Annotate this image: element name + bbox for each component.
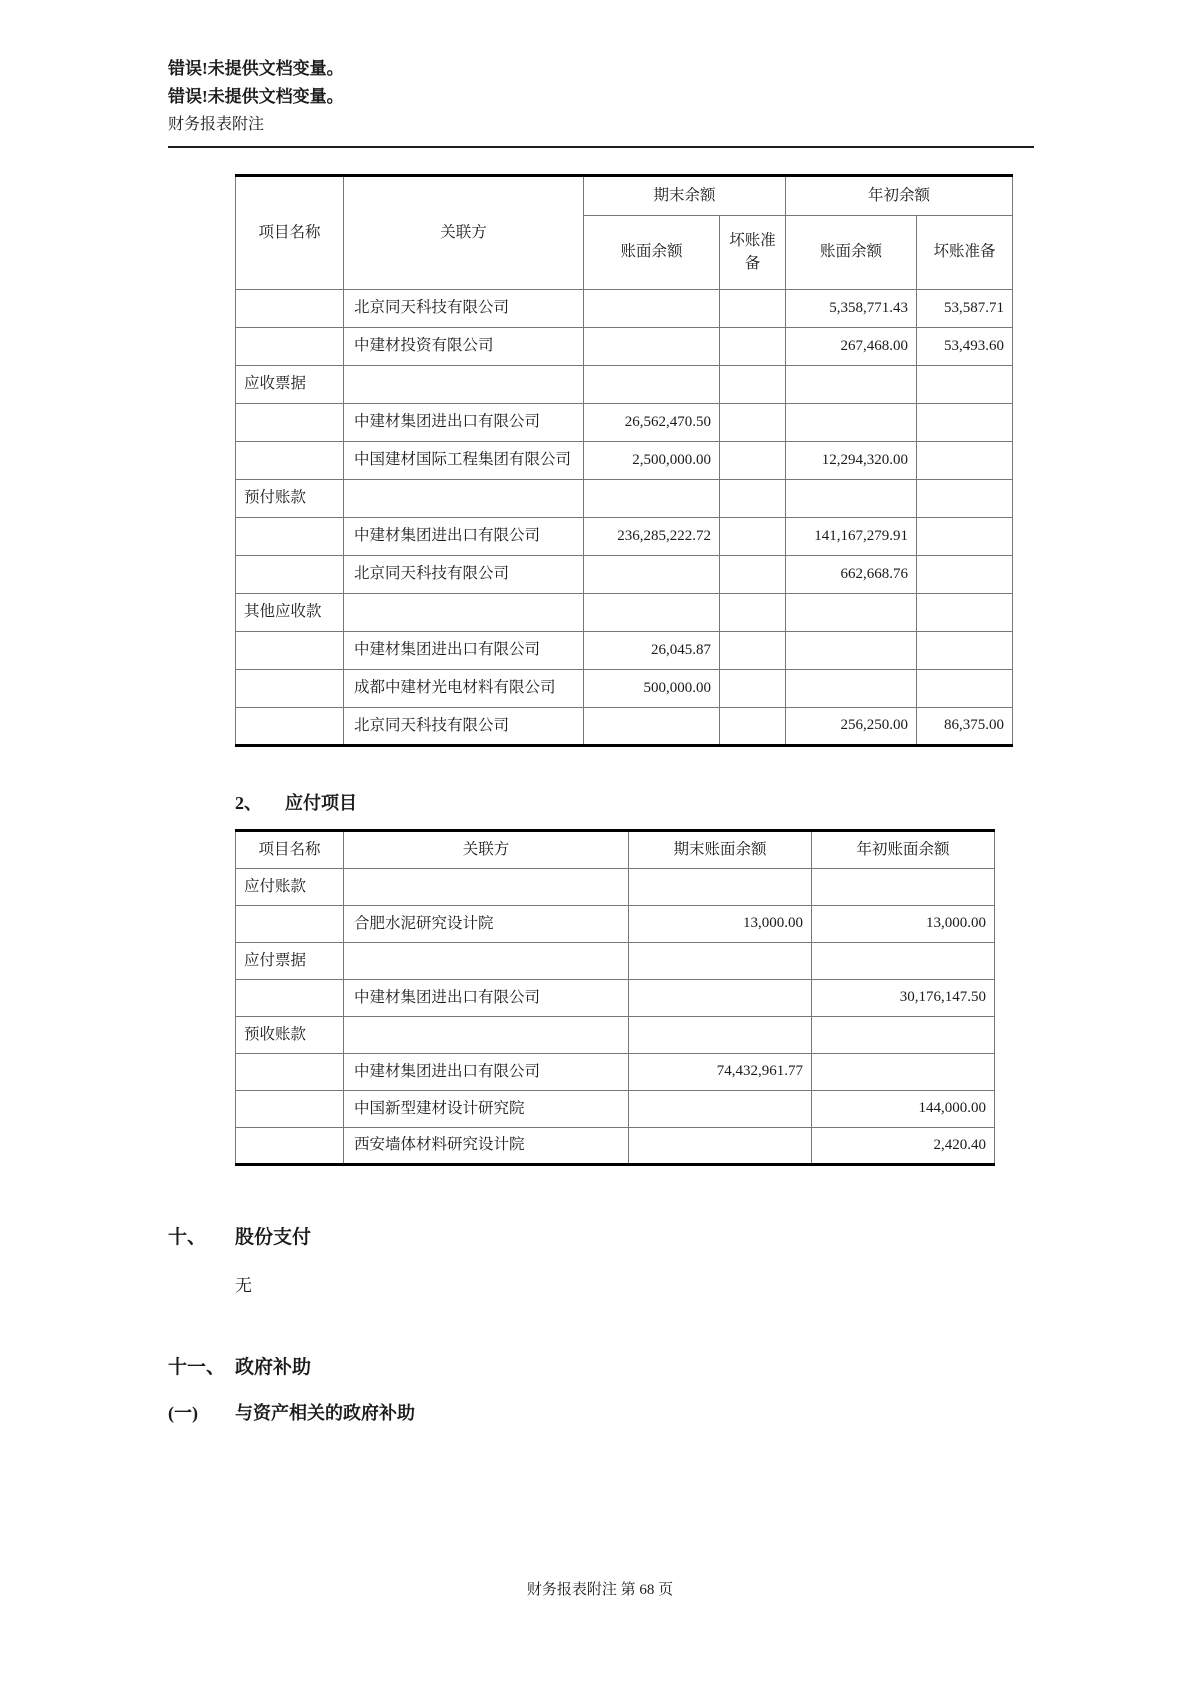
beginning-book-balance-cell [812, 1017, 995, 1054]
ending-book-balance-cell: 26,562,470.50 [584, 404, 720, 442]
table-row [236, 556, 1013, 594]
beginning-bad-debt-cell: 53,587.71 [917, 290, 1013, 328]
ending-book-balance-cell: 236,285,222.72 [584, 518, 720, 556]
item-name-cell [236, 518, 344, 556]
asset-subsidy-heading [168, 1399, 1034, 1425]
section-title: 政府补助 [235, 1357, 312, 1378]
beginning-book-balance-cell: 141,167,279.91 [786, 518, 917, 556]
ending-book-balance-cell [584, 594, 720, 632]
item-name-cell [236, 708, 344, 746]
table-row [236, 366, 1013, 404]
related-party-cell: 中国建材国际工程集团有限公司 [344, 442, 584, 480]
related-party-cell: 西安墙体材料研究设计院 [344, 1128, 629, 1165]
ending-bad-debt-cell [720, 442, 786, 480]
beginning-bad-debt-cell [917, 518, 1013, 556]
beginning-bad-debt-cell [917, 366, 1013, 404]
beginning-book-balance-cell [812, 943, 995, 980]
ending-bad-debt-cell [720, 328, 786, 366]
beginning-book-balance-cell: 13,000.00 [812, 906, 995, 943]
item-name-cell [236, 1128, 344, 1165]
ending-book-balance-cell: 500,000.00 [584, 670, 720, 708]
table-row [236, 670, 1013, 708]
beginning-book-balance-cell: 256,250.00 [786, 708, 917, 746]
related-party-cell: 中建材集团进出口有限公司 [344, 632, 584, 670]
ending-bad-debt-cell [720, 480, 786, 518]
payables-table-body [236, 869, 995, 1165]
receivables-table-body [236, 290, 1013, 746]
related-party-cell: 北京同天科技有限公司 [344, 708, 584, 746]
header-rule [168, 146, 1034, 148]
beginning-bad-debt-cell [917, 556, 1013, 594]
related-party-cell: 合肥水泥研究设计院 [344, 906, 629, 943]
item-name-cell: 其他应收款 [236, 594, 344, 632]
ending-bad-debt-cell [720, 518, 786, 556]
beginning-bad-debt-cell: 53,493.60 [917, 328, 1013, 366]
beginning-book-balance-cell: 144,000.00 [812, 1091, 995, 1128]
ending-book-balance-cell [629, 980, 812, 1017]
beginning-book-balance-cell [786, 632, 917, 670]
beginning-book-balance-cell: 2,420.40 [812, 1128, 995, 1165]
ending-bad-debt-cell [720, 404, 786, 442]
beginning-book-balance-cell [786, 594, 917, 632]
ending-book-balance-cell: 13,000.00 [629, 906, 812, 943]
column-header-related-party: 关联方 [344, 831, 629, 869]
beginning-book-balance-cell [786, 670, 917, 708]
item-name-cell [236, 670, 344, 708]
table-row [236, 943, 995, 980]
ending-bad-debt-cell [720, 708, 786, 746]
item-name-cell: 预收账款 [236, 1017, 344, 1054]
ending-book-balance-cell [629, 943, 812, 980]
ending-bad-debt-cell [720, 594, 786, 632]
table-row [236, 906, 995, 943]
ending-book-balance-cell [584, 366, 720, 404]
related-party-cell: 中建材集团进出口有限公司 [344, 1054, 629, 1091]
table-row [236, 1128, 995, 1165]
beginning-bad-debt-cell [917, 670, 1013, 708]
table-row [236, 594, 1013, 632]
page-footer: 财务报表附注 第 68 页 [526, 1582, 674, 1598]
beginning-bad-debt-cell [917, 480, 1013, 518]
table-row [236, 290, 1013, 328]
ending-book-balance-cell [629, 1017, 812, 1054]
column-group-ending-balance: 期末余额 [584, 176, 786, 216]
header-line-2: 错误!未提供文档变量。 [168, 87, 344, 106]
beginning-book-balance-cell: 30,176,147.50 [812, 980, 995, 1017]
related-party-payables-table [235, 829, 995, 1166]
beginning-book-balance-cell [786, 366, 917, 404]
item-name-cell [236, 980, 344, 1017]
item-name-cell: 预付账款 [236, 480, 344, 518]
item-name-cell [236, 906, 344, 943]
item-name-cell [236, 404, 344, 442]
ending-book-balance-cell: 26,045.87 [584, 632, 720, 670]
header-line-1: 错误!未提供文档变量。 [168, 59, 344, 78]
section-number: (一) [168, 1403, 198, 1423]
section-title: 与资产相关的政府补助 [235, 1403, 415, 1423]
related-party-cell [344, 943, 629, 980]
table-row [236, 404, 1013, 442]
column-header-ending-book-balance: 期末账面余额 [629, 831, 812, 869]
header-line-3: 财务报表附注 [168, 116, 265, 133]
ending-book-balance-cell: 2,500,000.00 [584, 442, 720, 480]
beginning-bad-debt-cell [917, 632, 1013, 670]
related-party-cell [344, 594, 584, 632]
table-row [236, 1054, 995, 1091]
column-header-beginning-book-balance: 账面余额 [786, 216, 917, 290]
ending-bad-debt-cell [720, 556, 786, 594]
item-name-cell [236, 442, 344, 480]
share-payment-heading [168, 1222, 1034, 1249]
beginning-bad-debt-cell [917, 442, 1013, 480]
beginning-book-balance-cell [812, 1054, 995, 1091]
ending-book-balance-cell [629, 1128, 812, 1165]
beginning-book-balance-cell [786, 404, 917, 442]
table-row [236, 980, 995, 1017]
table-row [236, 632, 1013, 670]
table-row [236, 1017, 995, 1054]
ending-book-balance-cell [584, 328, 720, 366]
related-party-cell [344, 869, 629, 906]
item-name-cell [236, 1054, 344, 1091]
table-header-row [236, 176, 1013, 216]
table-row [236, 869, 995, 906]
related-party-cell: 北京同天科技有限公司 [344, 556, 584, 594]
related-party-cell [344, 366, 584, 404]
beginning-book-balance-cell [812, 869, 995, 906]
related-party-cell: 中建材集团进出口有限公司 [344, 404, 584, 442]
ending-book-balance-cell [584, 708, 720, 746]
item-name-cell [236, 1091, 344, 1128]
column-header-ending-bad-debt: 坏账准备 [720, 216, 786, 290]
payables-table-header [236, 831, 995, 869]
related-party-cell: 中建材投资有限公司 [344, 328, 584, 366]
beginning-book-balance-cell: 12,294,320.00 [786, 442, 917, 480]
beginning-book-balance-cell: 267,468.00 [786, 328, 917, 366]
government-subsidy-heading [168, 1352, 1034, 1379]
item-name-cell: 应付账款 [236, 869, 344, 906]
table-row [236, 518, 1013, 556]
related-party-receivables-table [235, 174, 1013, 747]
ending-book-balance-cell [584, 556, 720, 594]
section-number: 十一、 [168, 1357, 226, 1378]
item-name-cell [236, 556, 344, 594]
column-header-item-name: 项目名称 [236, 831, 344, 869]
related-party-cell [344, 1017, 629, 1054]
payables-section-heading [235, 789, 1034, 815]
beginning-book-balance-cell [786, 480, 917, 518]
beginning-bad-debt-cell [917, 404, 1013, 442]
share-payment-body: 无 [235, 1276, 252, 1295]
section-title: 应付项目 [285, 793, 357, 813]
section-title: 股份支付 [235, 1227, 312, 1248]
column-group-beginning-balance: 年初余额 [786, 176, 1013, 216]
related-party-cell: 中国新型建材设计研究院 [344, 1091, 629, 1128]
beginning-bad-debt-cell: 86,375.00 [917, 708, 1013, 746]
item-name-cell: 应付票据 [236, 943, 344, 980]
column-header-beginning-book-balance: 年初账面余额 [812, 831, 995, 869]
related-party-cell: 中建材集团进出口有限公司 [344, 980, 629, 1017]
item-name-cell [236, 328, 344, 366]
column-header-ending-book-balance: 账面余额 [584, 216, 720, 290]
receivables-table-header [236, 176, 1013, 290]
ending-bad-debt-cell [720, 366, 786, 404]
table-row [236, 480, 1013, 518]
beginning-book-balance-cell: 5,358,771.43 [786, 290, 917, 328]
table-row [236, 1091, 995, 1128]
item-name-cell [236, 632, 344, 670]
ending-book-balance-cell: 74,432,961.77 [629, 1054, 812, 1091]
ending-book-balance-cell [629, 869, 812, 906]
ending-bad-debt-cell [720, 632, 786, 670]
table-header-row [236, 831, 995, 869]
ending-book-balance-cell [629, 1091, 812, 1128]
column-header-item-name: 项目名称 [236, 176, 344, 290]
ending-bad-debt-cell [720, 670, 786, 708]
related-party-cell [344, 480, 584, 518]
beginning-bad-debt-cell [917, 594, 1013, 632]
table-row [236, 442, 1013, 480]
section-number: 2、 [235, 793, 262, 813]
related-party-cell: 北京同天科技有限公司 [344, 290, 584, 328]
related-party-cell: 中建材集团进出口有限公司 [344, 518, 584, 556]
table-row [236, 708, 1013, 746]
item-name-cell: 应收票据 [236, 366, 344, 404]
item-name-cell [236, 290, 344, 328]
table-row [236, 328, 1013, 366]
related-party-cell: 成都中建材光电材料有限公司 [344, 670, 584, 708]
ending-book-balance-cell [584, 480, 720, 518]
ending-bad-debt-cell [720, 290, 786, 328]
column-header-related-party: 关联方 [344, 176, 584, 290]
doc-header [168, 55, 1034, 148]
beginning-book-balance-cell: 662,668.76 [786, 556, 917, 594]
column-header-beginning-bad-debt: 坏账准备 [917, 216, 1013, 290]
ending-book-balance-cell [584, 290, 720, 328]
section-number: 十、 [168, 1227, 207, 1248]
